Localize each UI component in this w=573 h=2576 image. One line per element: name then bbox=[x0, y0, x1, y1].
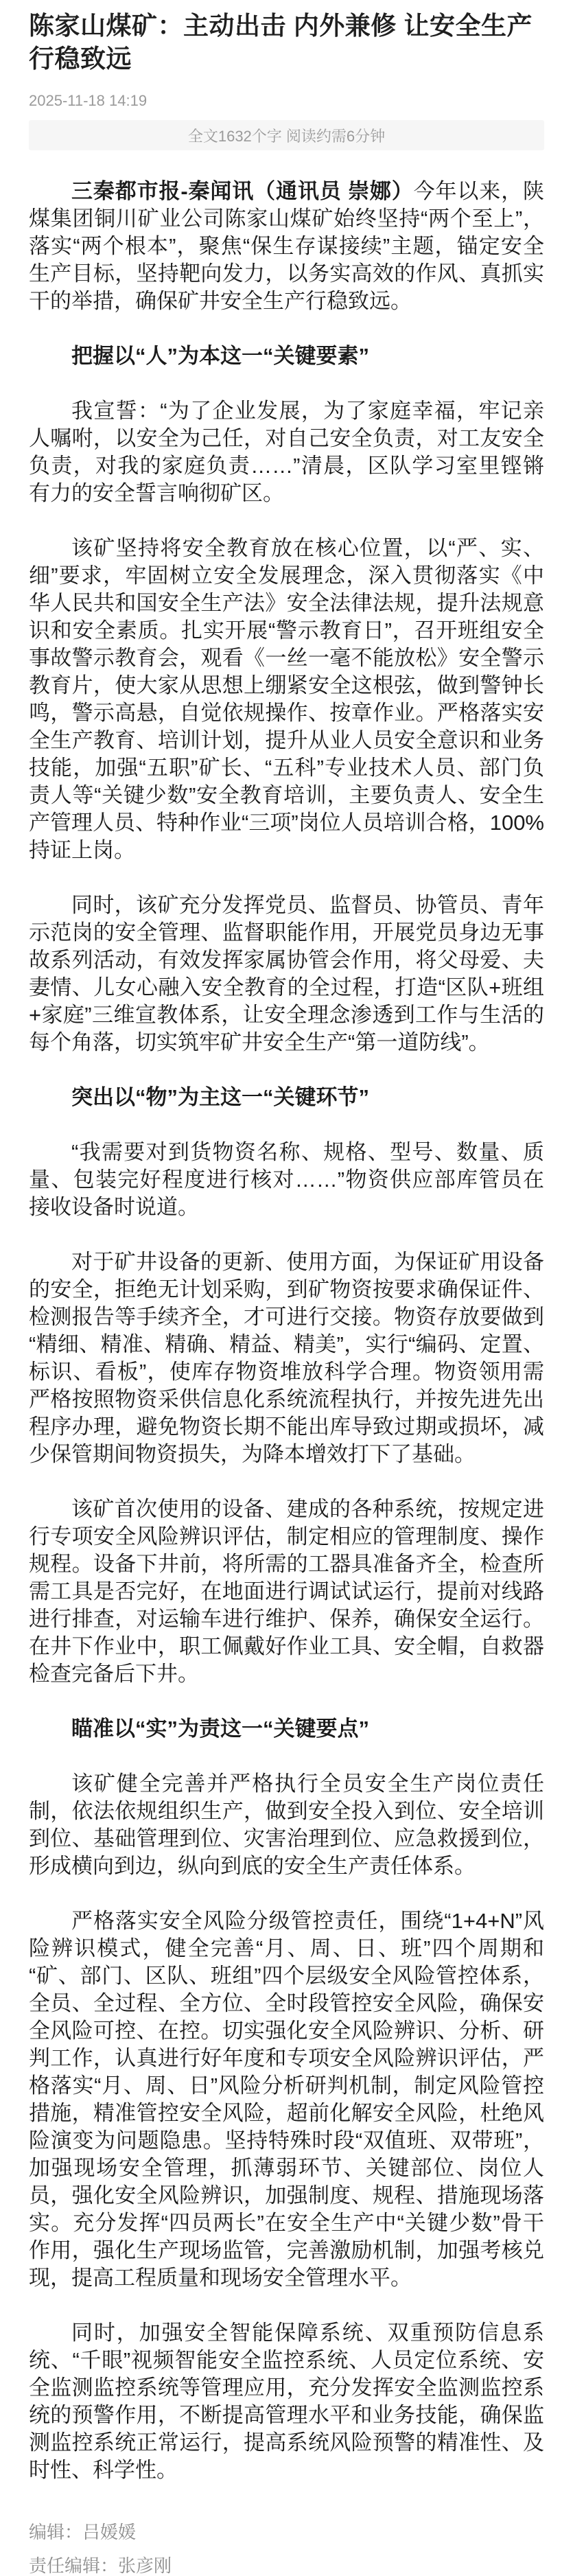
lead-paragraph-text: 今年以来，陕煤集团铜川矿业公司陈家山煤矿始终坚持“两个至上”，落实“两个根本”，聚焦“保生存谋接续”主题，锚定安全生产目标，坚持靶向发力，以务实高效的作风、真抓实干的举措，确保矿井安全生产行稳致远。 bbox=[29, 179, 545, 314]
byline-source: 三秦都市报-秦闻讯（通讯员 崇娜） bbox=[71, 179, 414, 204]
word-count-bar bbox=[29, 120, 544, 150]
paragraph-smart-systems: 同时，加强安全智能保障系统、双重预防信息系统、“千眼”视频智能安全监控系统、人员定位系统、安全监测监控系统等管理应用，充分发挥安全监测监控系统的预警作用，不断提高管理水平和业务技能，确保监测监控系统正常运行，提高系统风险预警的精准性、及时性、科学性。 bbox=[29, 2321, 544, 2483]
editor-info bbox=[29, 2522, 544, 2575]
chief-editor-line: 责任编辑：张彦刚 bbox=[29, 2555, 172, 2576]
paragraph-responsibility-system: 该矿健全完善并严格执行全员安全生产岗位责任制，依法依规组织生产，做到安全投入到位、安全培训到位、基础管理到位、灾害治理到位、应急救援到位，形成横向到边，纵向到底的安全生产责任体系。 bbox=[29, 1772, 544, 1879]
paragraph-risk-control: 严格落实安全风险分级管控责任，围绕“1+4+N”风险辨识模式，健全完善“月、周、日、班”四个周期和“矿、部门、区队、班组”四个层级安全风险管控体系，全员、全过程、全方位、全时段管控安全风险，确保安全风险可控、在控。切实强化安全风险辨识、分析、研判工作，认真进行好年度和专项安全风险辨识评估，严格落实“月、周、日”风险分析研判机制，制定风险管控措施，精准管控安全风险，超前化解安全风险，杜绝风险演变为问题隐患。坚持特殊时段“双值班、双带班”，加强现场安全管理，抓薄弱环节、关键部位、岗位人员，强化安全风险辨识，加强制度、规程、措施现场落实。充分发挥“四员两长”在安全生产中“关键少数”骨干作用，强化生产现场监管，完善激励机制，加强考核兑现，提高工程质量和现场安全管理水平。 bbox=[29, 1909, 544, 2290]
paragraph-equipment-check: 该矿首次使用的设备、建成的各种系统，按规定进行专项安全风险辨识评估，制定相应的管理制度、操作规程。设备下井前，将所需的工器具准备齐全，检查所需工具是否完好，在地面进行调试试运行，提前对线路进行排查，对运输车进行维护、保养，确保安全运行。在井下作业中，职工佩戴好作业工具、安全帽，自救器检查完备后下井。 bbox=[29, 1497, 544, 1686]
paragraph-oath: 我宣誓：“为了企业发展，为了家庭幸福，牢记亲人嘱咐，以安全为己任，对自己安全负责，对工友安全负责，对我的家庭负责……”清晨，区队学习室里铿锵有力的安全誓言响彻矿区。 bbox=[29, 399, 544, 506]
paragraph-safety-education: 该矿坚持将安全教育放在核心位置，以“严、实、细”要求，牢固树立安全发展理念，深入贯彻落实《中华人民共和国安全生产法》安全法律法规，提升法规意识和安全素质。扎实开展“警示教育日”，召开班组安全事故警示教育会，观看《一丝一毫不能放松》安全警示教育片，使大家从思想上绷紧安全这根弦，做到警钟长鸣，警示高悬，自觉依规操作、按章作业。严格落实安全生产教育、培训计划，提升从业人员安全意识和业务技能，加强“五职”矿长、“五科”专业技术人员、部门负责人等“关键少数”安全教育培训，主要负责人、安全生产管理人员、特种作业“三项”岗位人员培训合格，100%持证上岗。 bbox=[29, 536, 544, 863]
section-heading-responsibility: 瞄准以“实”为责这一“关键要点” bbox=[71, 1717, 369, 1741]
article-title: 陈家山煤矿：主动出击 内外兼修 让安全生产行稳致远 bbox=[29, 12, 533, 73]
word-count-text: 全文1632个字 阅读约需6分钟 bbox=[187, 127, 386, 145]
paragraph-family-education: 同时，该矿充分发挥党员、监督员、协管员、青年示范岗的安全管理、监督职能作用，开展党员身边无事故系列活动，有效发挥家属协管会作用，将父母爱、夫妻情、儿女心融入安全教育的全过程，打造“区队+班组+家庭”三维宣教体系，让安全理念渗透到工作与生活的每个角落，切实筑牢矿井安全生产“第一道防线”。 bbox=[29, 893, 544, 1055]
paragraph-equipment-management: 对于矿井设备的更新、使用方面，为保证矿用设备的安全，拒绝无计划采购，到矿物资按要求确保证件、检测报告等手续齐全，才可进行交接。物资存放要做到“精细、精准、精确、精益、精美”，实行“编码、定置、标识、看板”，使库存物资堆放科学合理。物资领用需严格按照物资采供信息化系统流程执行，并按先进先出程序办理，避免物资长期不能出库导致过期或损坏，减少保管期间物资损失，为降本增效打下了基础。 bbox=[29, 1250, 544, 1467]
section-heading-people: 把握以“人”为本这一“关键要素” bbox=[71, 344, 369, 369]
section-heading-material: 突出以“物”为主这一“关键环节” bbox=[71, 1085, 369, 1110]
lead-paragraph bbox=[29, 178, 544, 315]
paragraph-warehouse-quote: “我需要对到货物资名称、规格、型号、数量、质量、包装完好程度进行核对……”物资供应部库管员在接收设备时说道。 bbox=[29, 1140, 544, 1220]
publish-date: 2025-11-18 14:19 bbox=[29, 92, 148, 110]
editor-line: 编辑：吕媛媛 bbox=[29, 2522, 137, 2543]
article-body bbox=[29, 178, 544, 2484]
